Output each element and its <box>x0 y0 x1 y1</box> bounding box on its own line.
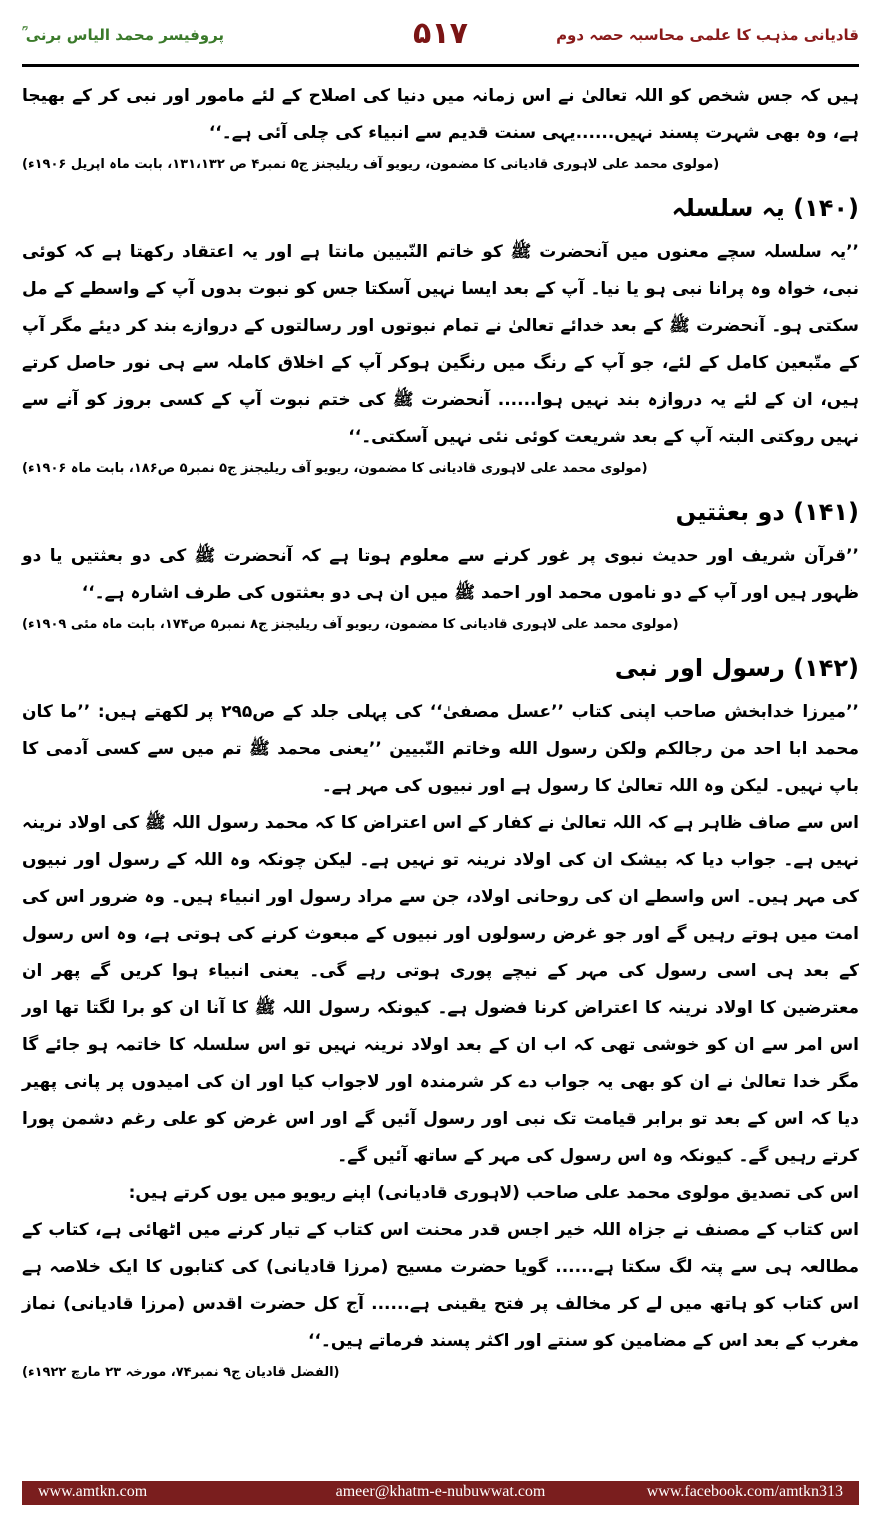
website-link[interactable]: www.amtkn.com <box>38 1483 148 1500</box>
reference-citation: (مولوی محمد علی لاہوری قادیانی کا مضمون، ریویو آف ریلیجنز ج۵ نمبر۴ ص ۱۳۱،۱۳۲، بابت ماہ اپریل ۱۹۰۶ء) <box>22 157 720 172</box>
paragraph: اس کتاب کے مصنف نے جزاہ اللہ خیر اجس قدر محنت اس کتاب کے تیار کرنے میں اٹھائی ہے، کتاب کے مطالعہ ہی سے پتہ لگ سکتا ہے...... گویا حضرت مسیح (مرزا قادیانی) کی کتابوں کا ایک خلاصہ ہے اس کتاب کو ہاتھ میں لے کر مخالف پر فتح یقینی ہے...... آج کل حضرت اقدس (مرزا قادیانی) نماز مغرب کے بعد اس کے مضامین کو سنتے اور اکثر پسند فرماتے ہیں۔‘‘ <box>22 1220 859 1351</box>
paragraph: ’’قرآن شریف اور حدیث نبوی پر غور کرنے سے معلوم ہوتا ہے کہ آنحضرت ﷺ کی دو بعثتیں یا دو ظہور ہیں اور آپ کے دو ناموں محمد اور احمد ﷺ میں ان ہی دو بعثتوں کی طرف اشارہ ہے۔‘‘ <box>22 546 859 603</box>
reference-citation: (الفضل قادیان ج۹ نمبر۷۴، مورخہ ۲۳ مارچ ۱۹۲۲ء) <box>22 1365 340 1380</box>
reference-citation: (مولوی محمد علی لاہوری قادیانی کا مضمون، ریویو آف ریلیجنز ج۸ نمبر۵ ص۱۷۴، بابت ماہ مئی ۱۹۰۹ء) <box>22 617 679 632</box>
paragraph: اس کی تصدیق مولوی محمد علی صاحب (لاہوری قادیانی) اپنے ریویو میں یوں کرتے ہیں: <box>128 1183 859 1203</box>
page-number: ۵۱۷ <box>413 16 468 51</box>
header-divider <box>22 64 859 67</box>
email-link[interactable]: ameer@khatm-e-nubuwwat.com <box>335 1483 546 1500</box>
author-name: پروفیسر محمد الیاس برنی ؒ <box>22 26 225 44</box>
section-heading: (۱۴۰) یہ سلسلہ <box>671 194 859 222</box>
section-heading: (۱۴۱) دو بعثتیں <box>675 498 859 526</box>
page-header <box>22 14 859 58</box>
paragraph: اس سے صاف ظاہر ہے کہ اللہ تعالیٰ نے کفار کے اس اعتراض کا کہ محمد رسول اللہ ﷺ کی اولاد نرینہ نہیں ہے۔ جواب دیا کہ بیشک ان کی اولاد نرینہ تو نہیں ہے۔ لیکن چونکہ وہ اللہ کے رسول اور نبیوں کی مہر ہیں۔ اس واسطے ان کی روحانی اولاد، جن سے مراد رسول اور انبیاء ہیں۔ وہ ضرور اس کی امت میں ہوتے رہیں گے اور جو غرض رسولوں اور نبیوں کے مبعوث کرنے کی ہوتی ہے، وہ اس رسول کے بعد ہی اسی رسول کی مہر کے نیچے پوری ہوتی رہے گی۔ یعنی انبیاء ہوا کریں گے پھر ان معترضین کا اولاد نرینہ کا اعتراض کرنا فضول ہے۔ کیونکہ رسول اللہ ﷺ کا آنا ان کو برا لگتا تھا اور اس امر سے ان کو خوشی تھی کہ اب ان کے بعد اولاد نرینہ نہیں تو اس سلسلہ کا خاتمہ ہو جائے گا مگر خدا تعالیٰ نے ان کو بھی یہ جواب دے کر شرمندہ اور لاجواب کیا اور ان کی امیدوں پر پانی پھیر دیا کہ اس کے بعد تو برابر قیامت تک نبی اور رسول آئیں گے اور اس غرض کو علی رغم دشمن پورا کرتے رہیں گے۔ کیونکہ وہ اس رسول کی مہر کے ساتھ آئیں گے۔ <box>22 813 859 1166</box>
paragraph: ’’میرزا خدابخش صاحب اپنی کتاب ’’عسل مصفیٰ‘‘ کی پہلی جلد کے ص۲۹۵ پر لکھتے ہیں: ’’ما كان محمد ابا احد من رجالكم ولكن رسول الله وخاتم النّبيين ’’یعنی محمد ﷺ تم میں سے کسی آدمی کا باپ نہیں۔ لیکن وہ اللہ تعالیٰ کا رسول ہے اور نبیوں کی مہر ہے۔ <box>22 702 859 796</box>
paragraph: ’’یہ سلسلہ سچے معنوں میں آنحضرت ﷺ کو خاتم النّبیین مانتا ہے اور یہ اعتقاد رکھتا ہے کہ کوئی نبی، خواہ وہ پرانا نبی ہو یا نیا۔ آپ کے بعد ایسا نہیں آسکتا جس کو نبوت بدوں آپ کے واسطے کے مل سکتی ہو۔ آنحضرت ﷺ کے بعد خدائے تعالیٰ نے تمام نبوتوں اور رسالتوں کے دروازے بند کر دیئے مگر آپ کے متّبعین کامل کے لئے، جو آپ کے رنگ میں رنگین ہوکر آپ کے اخلاق کاملہ سے ہی نور حاصل کرتے ہیں، ان کے لئے یہ دروازہ بند نہیں ہوا...... آنحضرت ﷺ کی ختم نبوت آپ کے کسی بروز کو آنے سے نہیں روکتی البتہ آپ کے بعد شریعت کوئی نئی نہیں آسکتی۔‘‘ <box>22 242 859 447</box>
reference-citation: (مولوی محمد علی لاہوری قادیانی کا مضمون، ریویو آف ریلیجنز ج۵ نمبر۵ ص۱۸۶، بابت ماہ ۱۹۰۶ء) <box>22 461 648 476</box>
book-title: قادیانی مذہب کا علمی محاسبہ حصہ دوم <box>556 26 859 44</box>
page-footer <box>22 1481 859 1505</box>
document-body <box>22 78 859 1461</box>
section-heading: (۱۴۲) رسول اور نبی <box>614 654 859 682</box>
paragraph: ہیں کہ جس شخص کو اللہ تعالیٰ نے اس زمانہ میں دنیا کی اصلاح کے لئے مامور اور نبی کر کے بھیجا ہے، وہ بھی شہرت پسند نہیں......یہی سنت قدیم سے انبیاء کی چلی آئی ہے۔‘‘ <box>22 86 859 143</box>
facebook-link[interactable]: www.facebook.com/amtkn313 <box>646 1483 843 1500</box>
